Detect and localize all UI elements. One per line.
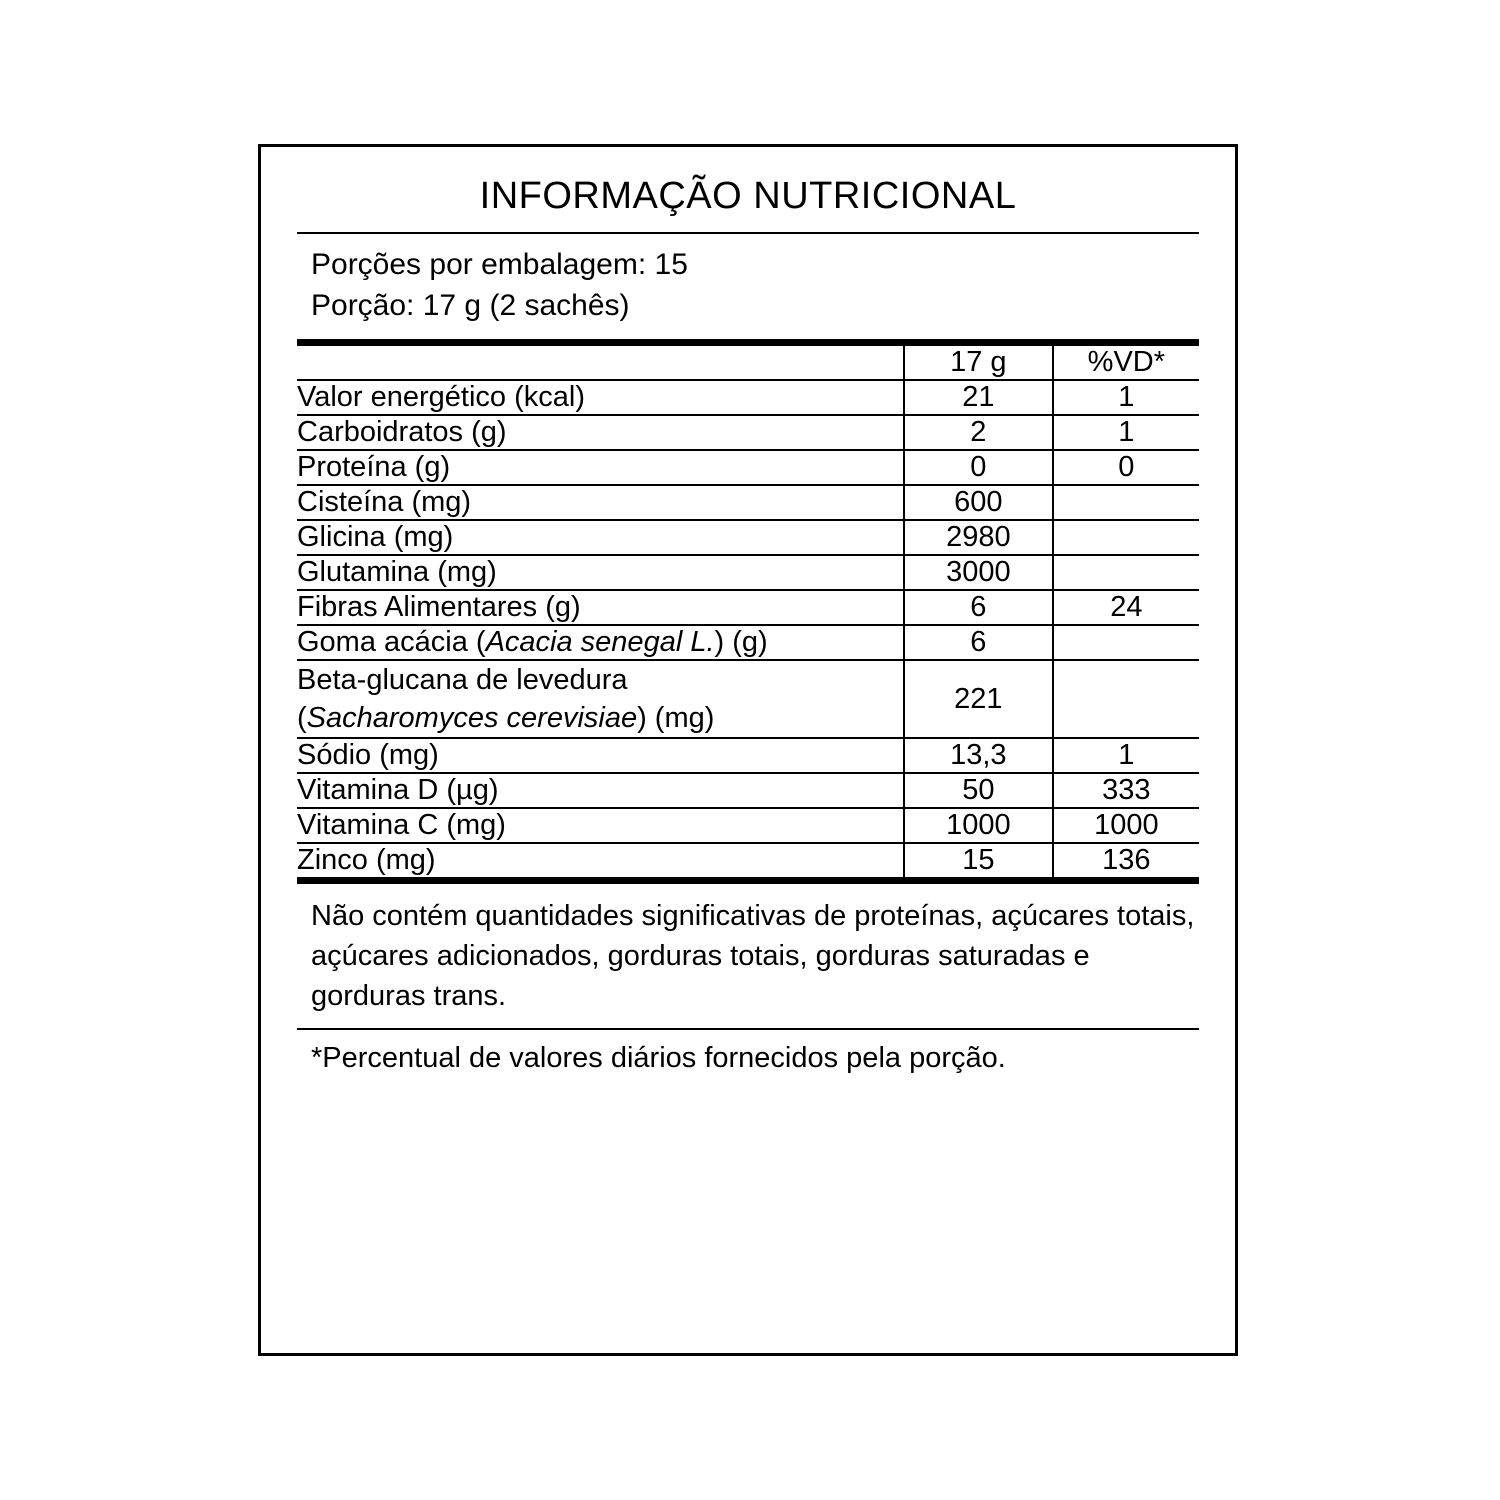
beta-prefix: ( [297, 702, 307, 735]
header-nutrient [297, 346, 904, 380]
row-label: Cisteína (mg) [297, 485, 904, 520]
row-label: Glicina (mg) [297, 520, 904, 555]
table-header [297, 346, 1199, 380]
nutrition-table [297, 346, 1199, 878]
row-amount: 13,3 [904, 738, 1053, 773]
row-label: Vitamina C (mg) [297, 808, 904, 843]
table-row [297, 738, 1199, 773]
table-row [297, 625, 1199, 660]
row-label: Valor energético (kcal) [297, 380, 904, 415]
divider-thick-bottom [297, 877, 1199, 884]
row-amount: 6 [904, 590, 1053, 625]
row-amount: 2980 [904, 520, 1053, 555]
table-row [297, 555, 1199, 590]
row-amount: 15 [904, 843, 1053, 877]
row-label: Proteína (g) [297, 450, 904, 485]
row-daily-value: 136 [1053, 843, 1199, 877]
table-row [297, 660, 1199, 739]
row-daily-value: 1 [1053, 415, 1199, 450]
row-amount: 2 [904, 415, 1053, 450]
goma-suffix: ) (g) [714, 625, 768, 658]
row-amount: 0 [904, 450, 1053, 485]
divider-thick-top [297, 339, 1199, 346]
row-label [297, 625, 904, 660]
row-daily-value [1053, 520, 1199, 555]
row-daily-value [1053, 625, 1199, 660]
table-row [297, 415, 1199, 450]
row-label: Carboidratos (g) [297, 415, 904, 450]
table-header-row [297, 346, 1199, 380]
label-title: INFORMAÇÃO NUTRICIONAL [479, 175, 1017, 217]
table-row [297, 808, 1199, 843]
row-daily-value [1053, 555, 1199, 590]
label-inner [261, 147, 1235, 1353]
row-amount: 21 [904, 380, 1053, 415]
row-daily-value: 1000 [1053, 808, 1199, 843]
row-amount: 6 [904, 625, 1053, 660]
table-row [297, 380, 1199, 415]
row-daily-value: 0 [1053, 450, 1199, 485]
nutrition-facts-label [258, 144, 1238, 1356]
row-daily-value [1053, 485, 1199, 520]
row-amount: 221 [904, 660, 1053, 739]
row-amount: 3000 [904, 555, 1053, 590]
row-daily-value [1053, 660, 1199, 739]
table-row [297, 843, 1199, 877]
table-row [297, 590, 1199, 625]
footnote-significant-amounts: Não contém quantidades significativas de proteínas, açúcares totais, açúcares adicionados, gorduras totais, gorduras saturadas e gorduras trans. [311, 900, 1195, 1013]
row-label: Vitamina D (µg) [297, 773, 904, 808]
servings-info [297, 234, 1199, 339]
row-label: Sódio (mg) [297, 738, 904, 773]
beta-line-1: Beta-glucana de levedura [297, 663, 628, 696]
table-body [297, 380, 1199, 878]
header-amount: 17 g [904, 346, 1053, 380]
row-daily-value: 24 [1053, 590, 1199, 625]
row-label: Zinco (mg) [297, 844, 436, 877]
row-amount: 1000 [904, 808, 1053, 843]
table-row [297, 485, 1199, 520]
row-label [297, 660, 904, 739]
beta-suffix: ) (mg) [637, 702, 715, 735]
table-row [297, 450, 1199, 485]
row-daily-value: 333 [1053, 773, 1199, 808]
servings-per-package: Porções por embalagem: 15 [311, 248, 688, 281]
row-label: Glutamina (mg) [297, 555, 904, 590]
beta-scientific-name: Sacharomyces cerevisiae [306, 702, 638, 735]
row-daily-value: 1 [1053, 738, 1199, 773]
row-daily-value: 1 [1053, 380, 1199, 415]
table-row [297, 773, 1199, 808]
header-daily-value: %VD* [1053, 346, 1199, 380]
table-row [297, 520, 1199, 555]
serving-size: Porção: 17 g (2 sachês) [311, 289, 630, 323]
goma-scientific-name: Acacia senegal L. [485, 625, 715, 658]
row-amount: 600 [904, 485, 1053, 520]
row-amount: 50 [904, 773, 1053, 808]
row-label: Fibras Alimentares (g) [297, 590, 904, 625]
footnote-daily-values: *Percentual de valores diários fornecidos pela porção. [311, 1042, 1006, 1075]
goma-prefix: Goma acácia ( [297, 625, 486, 658]
